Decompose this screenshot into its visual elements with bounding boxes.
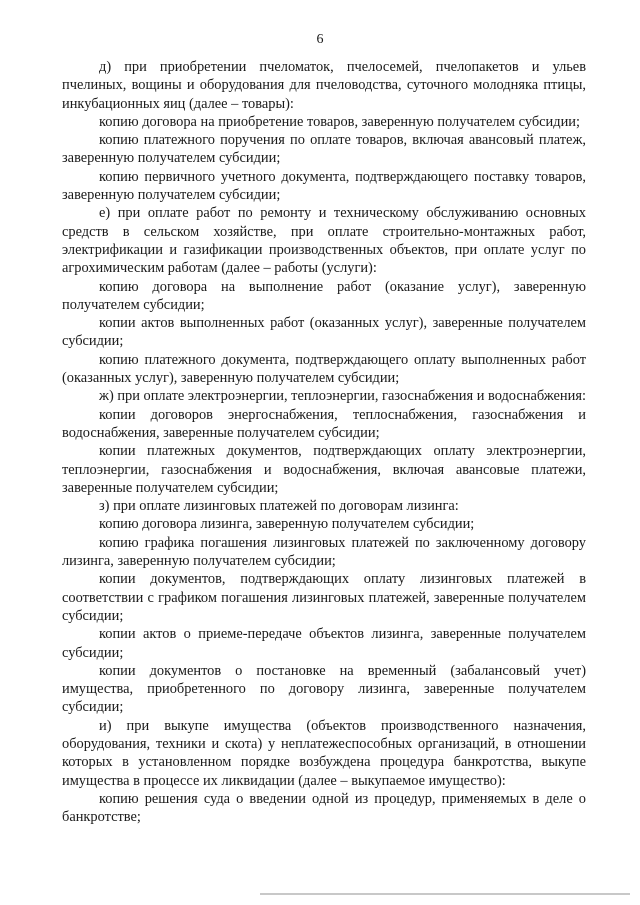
paragraph: копию договора на выполнение работ (оказание услуг), заверенную получателем субсидии;: [62, 278, 586, 313]
paragraph-d-intro: д) при приобретении пчеломаток, пчелосемей, пчелопакетов и ульев пчелиных, вощины и оборудования для пчеловодства, суточного молодняка птицы, инкубационных яиц (далее – товары):: [62, 59, 586, 112]
paragraph: копию графика погашения лизинговых платежей по заключенному договору лизинга, заверенную получателем субсидии;: [62, 534, 586, 570]
paragraph: копию первичного учетного документа, подтверждающего поставку товаров, заверенную получателем субсидии;: [62, 168, 586, 204]
paragraph: копии договоров энергоснабжения, теплоснабжения, газоснабжения и водоснабжения, заверенные получателем субсидии;: [62, 406, 586, 441]
paragraph: копии актов о приеме-передаче объектов лизинга, заверенные получателем субсидии;: [62, 626, 586, 661]
paragraph-e-intro: е) при оплате работ по ремонту и техническому обслуживанию основных средств в сельском хозяйстве, при оплате строительно-монтажных работ, электрификации и газификации производственных объектов, при оплате услуг по агрохимическим работам (далее – работы (услуги):: [62, 205, 586, 277]
document-body: [62, 58, 586, 826]
paragraph: копию договора на приобретение товаров, заверенную получателем субсидии;: [99, 113, 580, 130]
paragraph-z-intro: з) при оплате лизинговых платежей по договорам лизинга:: [99, 498, 459, 515]
paragraph: копии актов выполненных работ (оказанных услуг), заверенные получателем субсидии;: [62, 315, 586, 350]
paragraph-i-intro: и) при выкупе имущества (объектов производственного назначения, оборудования, техники и скота) у неплатежеспособных организаций, в отношении которых в установленном порядке возбуждена процедура банкротства, выкупе имущества в процессе их ликвидации (далее – выкупаемое имущество):: [62, 717, 586, 789]
paragraph: копии документов о постановке на временный (забалансовый учет) имущества, приобретенного по договору лизинга, заверенные получателем субсидии;: [62, 662, 586, 716]
page-number: 6: [316, 32, 324, 47]
scan-edge-line: [260, 893, 630, 895]
paragraph: копию платежного документа, подтверждающего оплату выполненных работ (оказанных услуг), заверенную получателем субсидии;: [62, 351, 586, 387]
paragraph: копии документов, подтверждающих оплату лизинговых платежей в соответствии с графиком погашения лизинговых платежей, заверенные получателем субсидии;: [62, 571, 586, 624]
paragraph: копию договора лизинга, заверенную получателем субсидии;: [99, 516, 475, 533]
paragraph: копии платежных документов, подтверждающих оплату электроэнергии, теплоэнергии, газоснабжения и водоснабжения, включая авансовые платежи, заверенные получателем субсидии;: [62, 443, 586, 496]
paragraph-zh-intro: ж) при оплате электроэнергии, теплоэнергии, газоснабжения и водоснабжения:: [99, 388, 586, 405]
paragraph: копию решения суда о введении одной из процедур, применяемых в деле о банкротстве;: [62, 790, 586, 826]
paragraph: копию платежного поручения по оплате товаров, включая авансовый платеж, заверенную получателем субсидии;: [62, 132, 586, 167]
